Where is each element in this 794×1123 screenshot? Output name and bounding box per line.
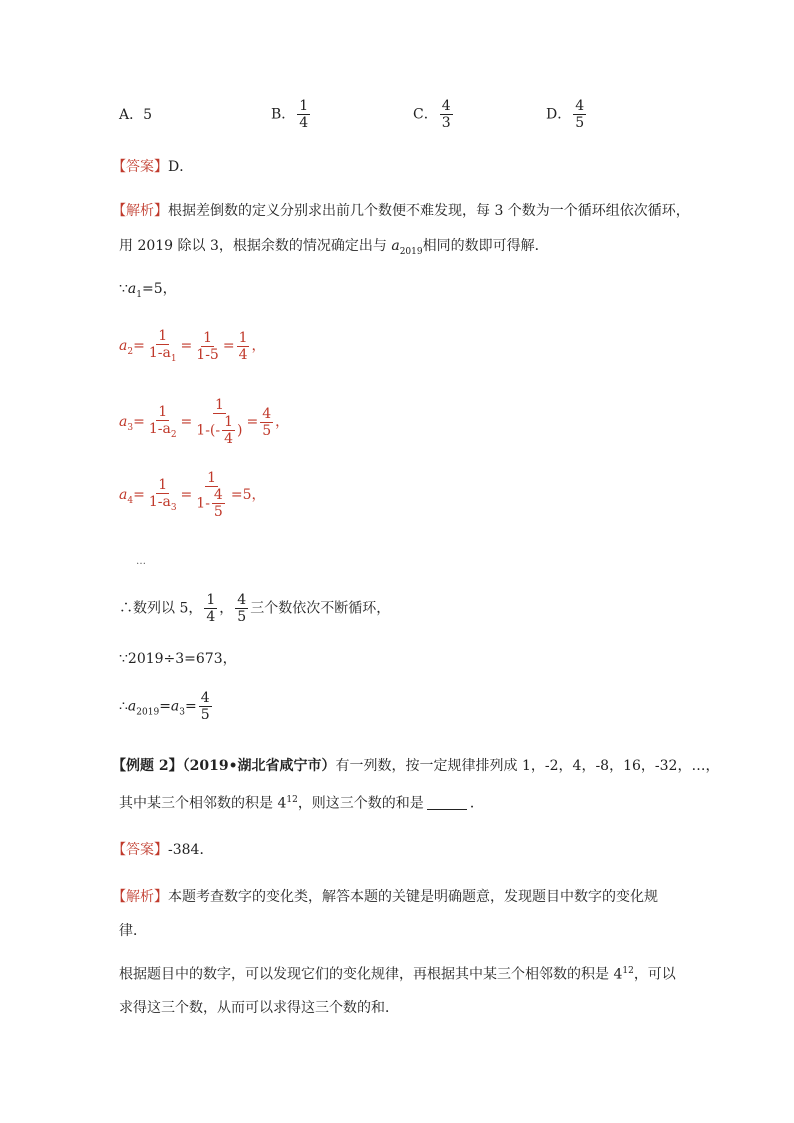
example-tag: 【例题 2】 [112,758,183,774]
denominator [147,421,179,440]
analysis-2-line-3 [119,966,676,983]
denominator: 5 [237,609,247,626]
equals: = [180,487,193,504]
subscript: 1 [170,353,177,364]
answer-value: -384． [168,842,214,858]
step-a1 [119,281,177,301]
denominator: 4 [299,115,309,132]
analysis-text: 本题考查数字的变化类，解答本题的关键是明确题意，发现题目中数字的变化规 [168,889,658,905]
fraction [235,592,248,625]
numerator: 4 [200,690,210,706]
numerator: 4 [262,405,272,422]
option-d-fraction [573,98,586,131]
numerator: 4 [441,98,451,114]
denominator: 4 [238,346,248,363]
subscript: 2 [127,346,134,357]
option-a [119,107,152,124]
numerator: 1 [158,404,168,421]
example-text: ，则这三个数的和是 [297,795,424,812]
example-text: ． [469,795,484,812]
subscript: 3 [127,422,134,433]
fraction [147,328,179,364]
denominator [147,494,179,513]
because-symbol: ∵ [119,281,128,297]
example-2-line-1 [112,758,719,775]
denominator [194,487,229,520]
step-a4 [119,470,265,520]
equals: = [133,338,145,355]
denominator: 5 [213,504,223,521]
analysis-text: 根据题目中的数字，可以发现它们的变化规律，再根据其中某三个相邻数的积是 4 [119,966,623,983]
example-2-line-2 [119,795,484,812]
numerator: 1 [207,470,217,486]
superscript: 12 [286,795,298,805]
denominator: 4 [224,431,234,448]
superscript: 12 [622,966,634,976]
option-d [546,98,588,131]
numerator: 1 [158,328,168,344]
denominator-text: 1-a [148,345,171,362]
analysis-2-line-1 [112,889,658,906]
subscript: 2 [170,429,177,440]
denominator: 4 [206,609,216,626]
analysis-text: 用 2019 除以 3，根据余数的情况确定出与 [119,238,392,254]
fraction [204,592,217,625]
option-a-label: A． [119,107,144,123]
step-cycle [119,592,390,625]
numerator: 1 [224,414,234,431]
var-a: a [119,487,128,504]
denominator-text: 1-a [148,494,171,511]
numerator: 1 [238,329,248,346]
step-text: 三个数依次不断循环， [250,600,391,617]
denominator: 5 [262,422,272,439]
answer-2 [112,842,213,859]
fraction [199,690,212,723]
numerator: 4 [575,98,585,114]
denominator: 5 [575,115,585,132]
var-a: a [119,414,128,431]
denominator: 3 [441,115,451,132]
subscript: 2019 [399,246,423,257]
nested-fraction [212,487,225,520]
step-a2 [119,328,265,364]
step-conclusion [119,690,214,723]
answer-tag: 【答案】 [112,842,168,858]
step-text: ∴数列以 5， [119,600,203,617]
therefore-symbol: ∴ [119,698,128,715]
option-b-label: B． [271,106,296,123]
numerator: 1 [299,98,309,114]
subscript: 4 [127,495,134,506]
denominator-text: 1-a [148,421,171,438]
subscript: 2019 [136,707,160,718]
numerator: 1 [158,477,168,494]
answer-blank[interactable] [427,809,467,810]
option-b-fraction [297,98,310,131]
analysis-2-line-4: 求得这三个数，从而可以求得这三个数的和． [119,1000,399,1016]
subscript: 3 [179,707,186,718]
analysis-1-line-1 [112,203,690,220]
comma: ， [251,338,266,355]
answer-tag: 【答案】 [112,159,168,175]
fraction [194,397,244,447]
option-c-fraction [440,98,453,131]
answer-value: D． [168,159,194,175]
equals: = [133,414,145,431]
fraction [147,404,179,440]
step-a3 [119,397,289,447]
fraction [237,330,250,363]
equals: = [185,698,197,715]
denominator: 5 [200,707,210,724]
option-c-label: C． [413,106,438,123]
var-a: a [391,238,400,254]
denominator-text: ) [237,422,243,439]
analysis-1-line-2 [119,238,549,258]
example-source: （2019•湖北省咸宁市） [182,758,336,774]
fraction [147,477,179,513]
equals: = [222,338,235,355]
option-d-label: D． [546,106,572,123]
option-c [413,98,455,131]
equals: = [180,414,193,431]
equals: = [159,698,171,715]
var-a: a [170,698,180,715]
equals: = [180,338,193,355]
comma: ， [219,600,234,617]
step-text: =5， [142,281,177,297]
answer-1 [112,159,193,176]
subscript: 1 [136,289,143,300]
denominator: 1-5 [196,346,219,363]
nested-fraction [222,414,235,447]
equals: = [133,487,145,504]
analysis-tag: 【解析】 [112,203,168,219]
numerator: 4 [237,592,247,608]
numerator: 4 [213,487,223,504]
var-a: a [127,281,137,297]
var-a: a [119,338,128,355]
denominator-text: 1- [196,495,210,512]
fraction [260,406,273,439]
comma: ， [275,414,290,431]
var-a: a [127,698,137,715]
ellipsis: … [136,556,146,567]
example-text: 有一列数，按一定规律排列成 1，-2，4，-8，16，-32，…， [335,758,720,774]
subscript: 3 [170,502,177,513]
step-division: ∵2019÷3=673， [119,651,237,667]
example-text: 其中某三个相邻数的积是 4 [119,795,287,812]
numerator: 1 [206,592,216,608]
option-a-value: 5 [143,107,153,123]
fraction [194,330,221,363]
equals: = [246,414,259,431]
analysis-tag: 【解析】 [112,889,168,905]
numerator: 1 [214,397,224,413]
denominator [147,345,179,364]
option-b [271,98,312,131]
analysis-text: 根据差倒数的定义分别求出前几个数便不难发现，每 3 个数为一个循环组依次循环， [168,203,690,219]
numerator: 1 [203,329,213,346]
analysis-text: 相同的数即可得解． [422,238,549,254]
denominator-text: 1-(- [196,422,221,439]
analysis-2-line-2: 律． [119,923,147,939]
denominator [194,414,244,447]
step-text: =5， [230,487,266,504]
analysis-text: ，可以 [633,966,676,983]
fraction [194,470,229,520]
